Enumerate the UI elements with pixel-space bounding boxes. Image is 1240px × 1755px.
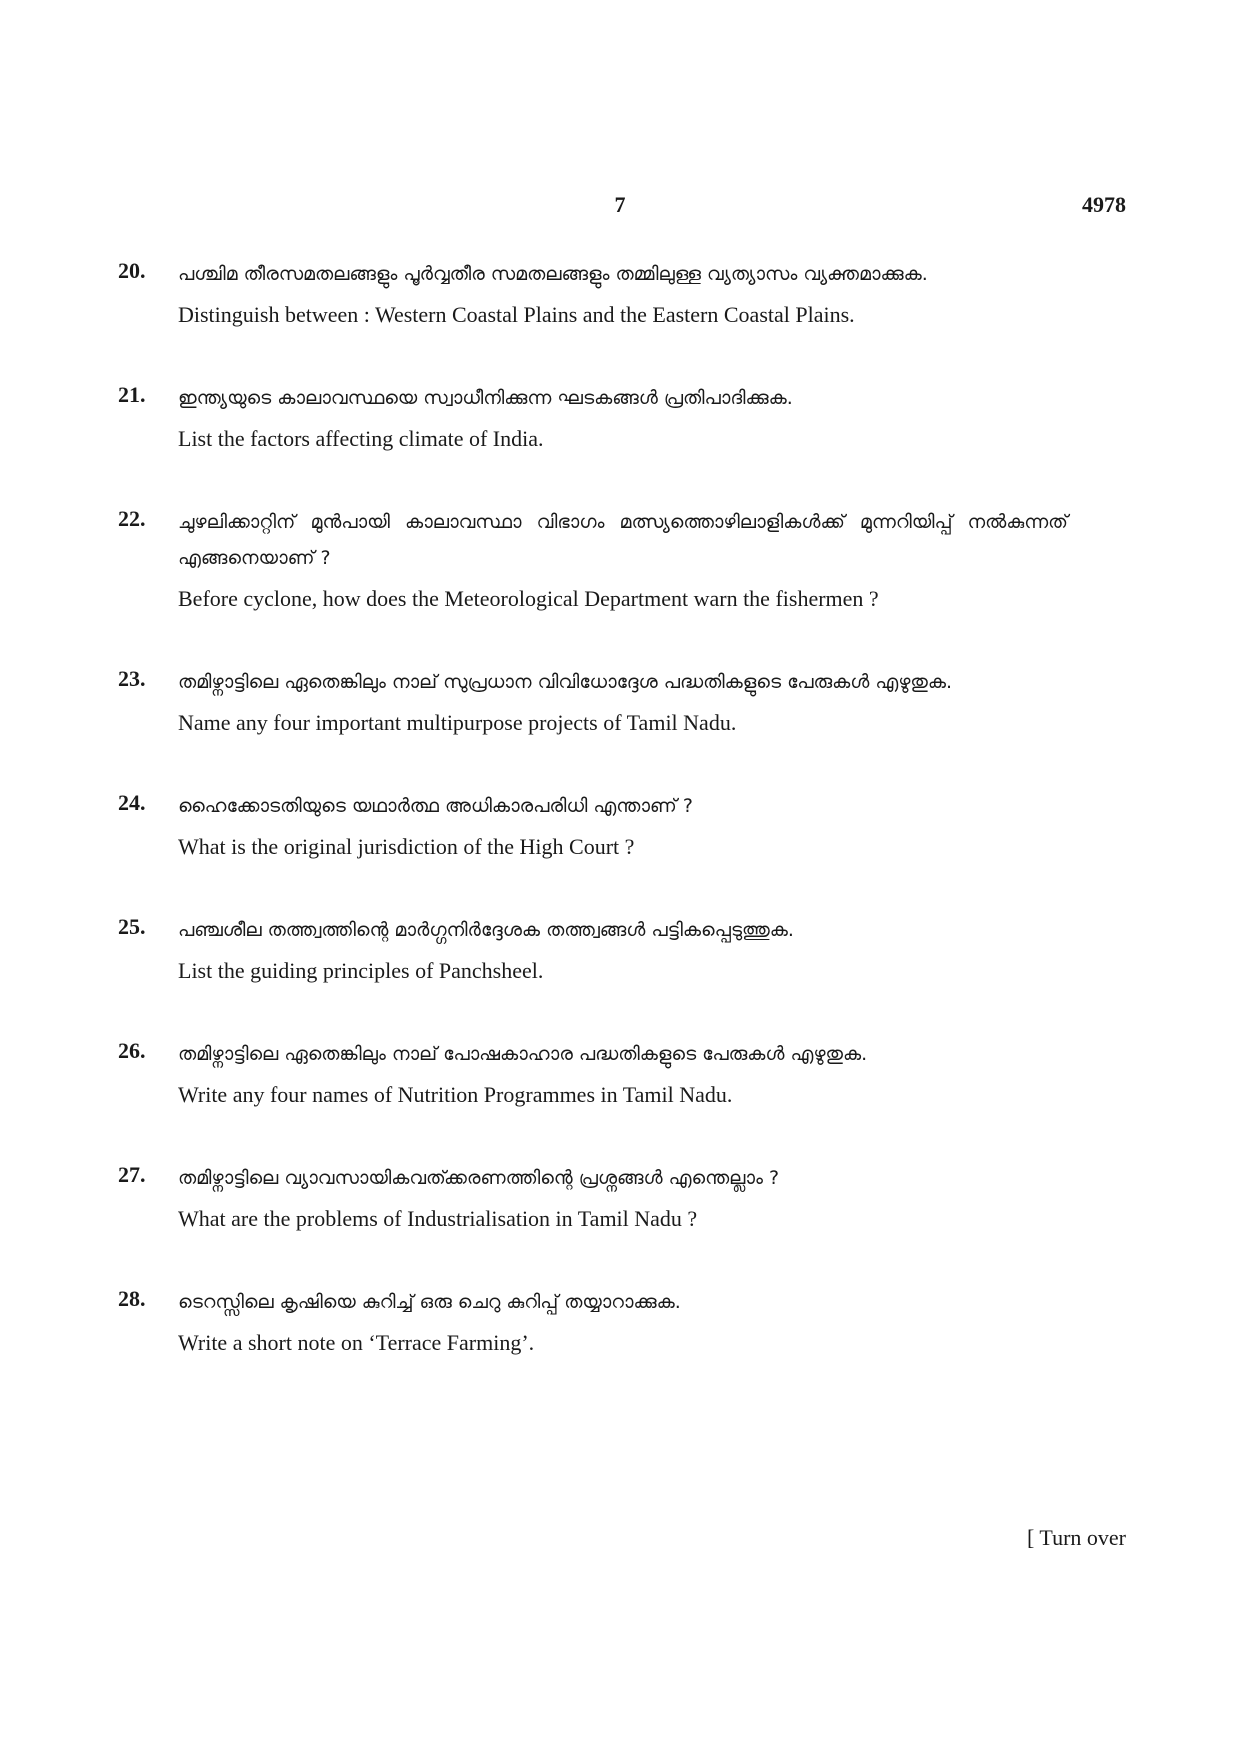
question-number: 21. [118,382,146,407]
question-text-english: Name any four important multipurpose projects of Tamil Nadu. [178,710,737,735]
question-number: 24. [118,790,146,815]
question-text-english: What is the original jurisdiction of the High Court ? [178,834,635,859]
question-27 [118,1160,1068,1234]
question-28 [118,1284,1068,1358]
question-text-malayalam: ഹൈക്കോടതിയുടെ യഥാർത്ഥ അധികാരപരിധി എന്താണ് ? [178,795,693,817]
question-text-malayalam: ഇന്ത്യയുടെ കാലാവസ്ഥയെ സ്വാധീനിക്കുന്ന ഘടകങ്ങൾ പ്രതിപാദിക്കുക. [178,387,793,409]
question-text-english: What are the problems of Industrialisation in Tamil Nadu ? [178,1206,698,1231]
question-text-english: Write any four names of Nutrition Programmes in Tamil Nadu. [178,1082,733,1107]
question-25 [118,912,1068,986]
question-text-english: Distinguish between : Western Coastal Plains and the Eastern Coastal Plains. [178,302,855,327]
question-23 [118,664,1068,738]
question-number: 26. [118,1038,146,1063]
paper-code: 4978 [1082,192,1126,217]
turn-over-note: [ Turn over [1026,1525,1126,1550]
question-list [118,256,1068,1408]
question-22 [118,504,1068,614]
question-text-malayalam: തമിഴ്നാട്ടിലെ ഏതെങ്കിലും നാല് സുപ്രധാന വിവിധോദ്ദേശ പദ്ധതികളുടെ പേരുകൾ എഴുതുക. [178,671,953,693]
question-text-malayalam: തമിഴ്നാട്ടിലെ ഏതെങ്കിലും നാല് പോഷകാഹാര പദ്ധതികളുടെ പേരുകൾ എഴുതുക. [178,1043,868,1065]
question-text-malayalam: ടെറസ്സിലെ കൃഷിയെ കുറിച്ച് ഒരു ചെറു കുറിപ്പ് തയ്യാറാക്കുക. [178,1291,681,1313]
question-text-english: Before cyclone, how does the Meteorological Department warn the fishermen ? [178,586,879,611]
question-number: 25. [118,914,146,939]
question-text-english: List the factors affecting climate of India. [178,426,544,451]
question-text-malayalam: തമിഴ്നാട്ടിലെ വ്യാവസായികവത്ക്കരണത്തിന്റെ പ്രശ്നങ്ങൾ എന്തെല്ലാം ? [178,1167,780,1189]
question-24 [118,788,1068,862]
question-number: 22. [118,506,146,531]
question-text-malayalam: ചുഴലിക്കാറ്റിന് മുൻപായി കാലാവസ്ഥാ വിഭാഗം മത്സ്യത്തൊഴിലാളികൾക്ക് മുന്നറിയിപ്പ് നൽകുന്നത് എങ്ങനെയാണ് ? [178,511,1068,569]
question-20 [118,256,1068,330]
question-number: 28. [118,1286,146,1311]
page-number: 7 [614,192,626,217]
question-26 [118,1036,1068,1110]
question-text-malayalam: പഞ്ചശീല തത്ത്വത്തിന്റെ മാർഗ്ഗനിർദ്ദേശക തത്ത്വങ്ങൾ പട്ടികപ്പെടുത്തുക. [178,919,794,941]
question-number: 20. [118,258,146,283]
question-21 [118,380,1068,454]
question-number: 23. [118,666,146,691]
question-text-malayalam: പശ്ചിമ തീരസമതലങ്ങളും പൂർവ്വതീര സമതലങ്ങളും തമ്മിലുള്ള വ്യത്യാസം വ്യക്തമാക്കുക. [178,263,928,285]
question-text-english: List the guiding principles of Panchsheel. [178,958,544,983]
question-number: 27. [118,1162,146,1187]
question-text-english: Write a short note on ‘Terrace Farming’. [178,1330,535,1355]
